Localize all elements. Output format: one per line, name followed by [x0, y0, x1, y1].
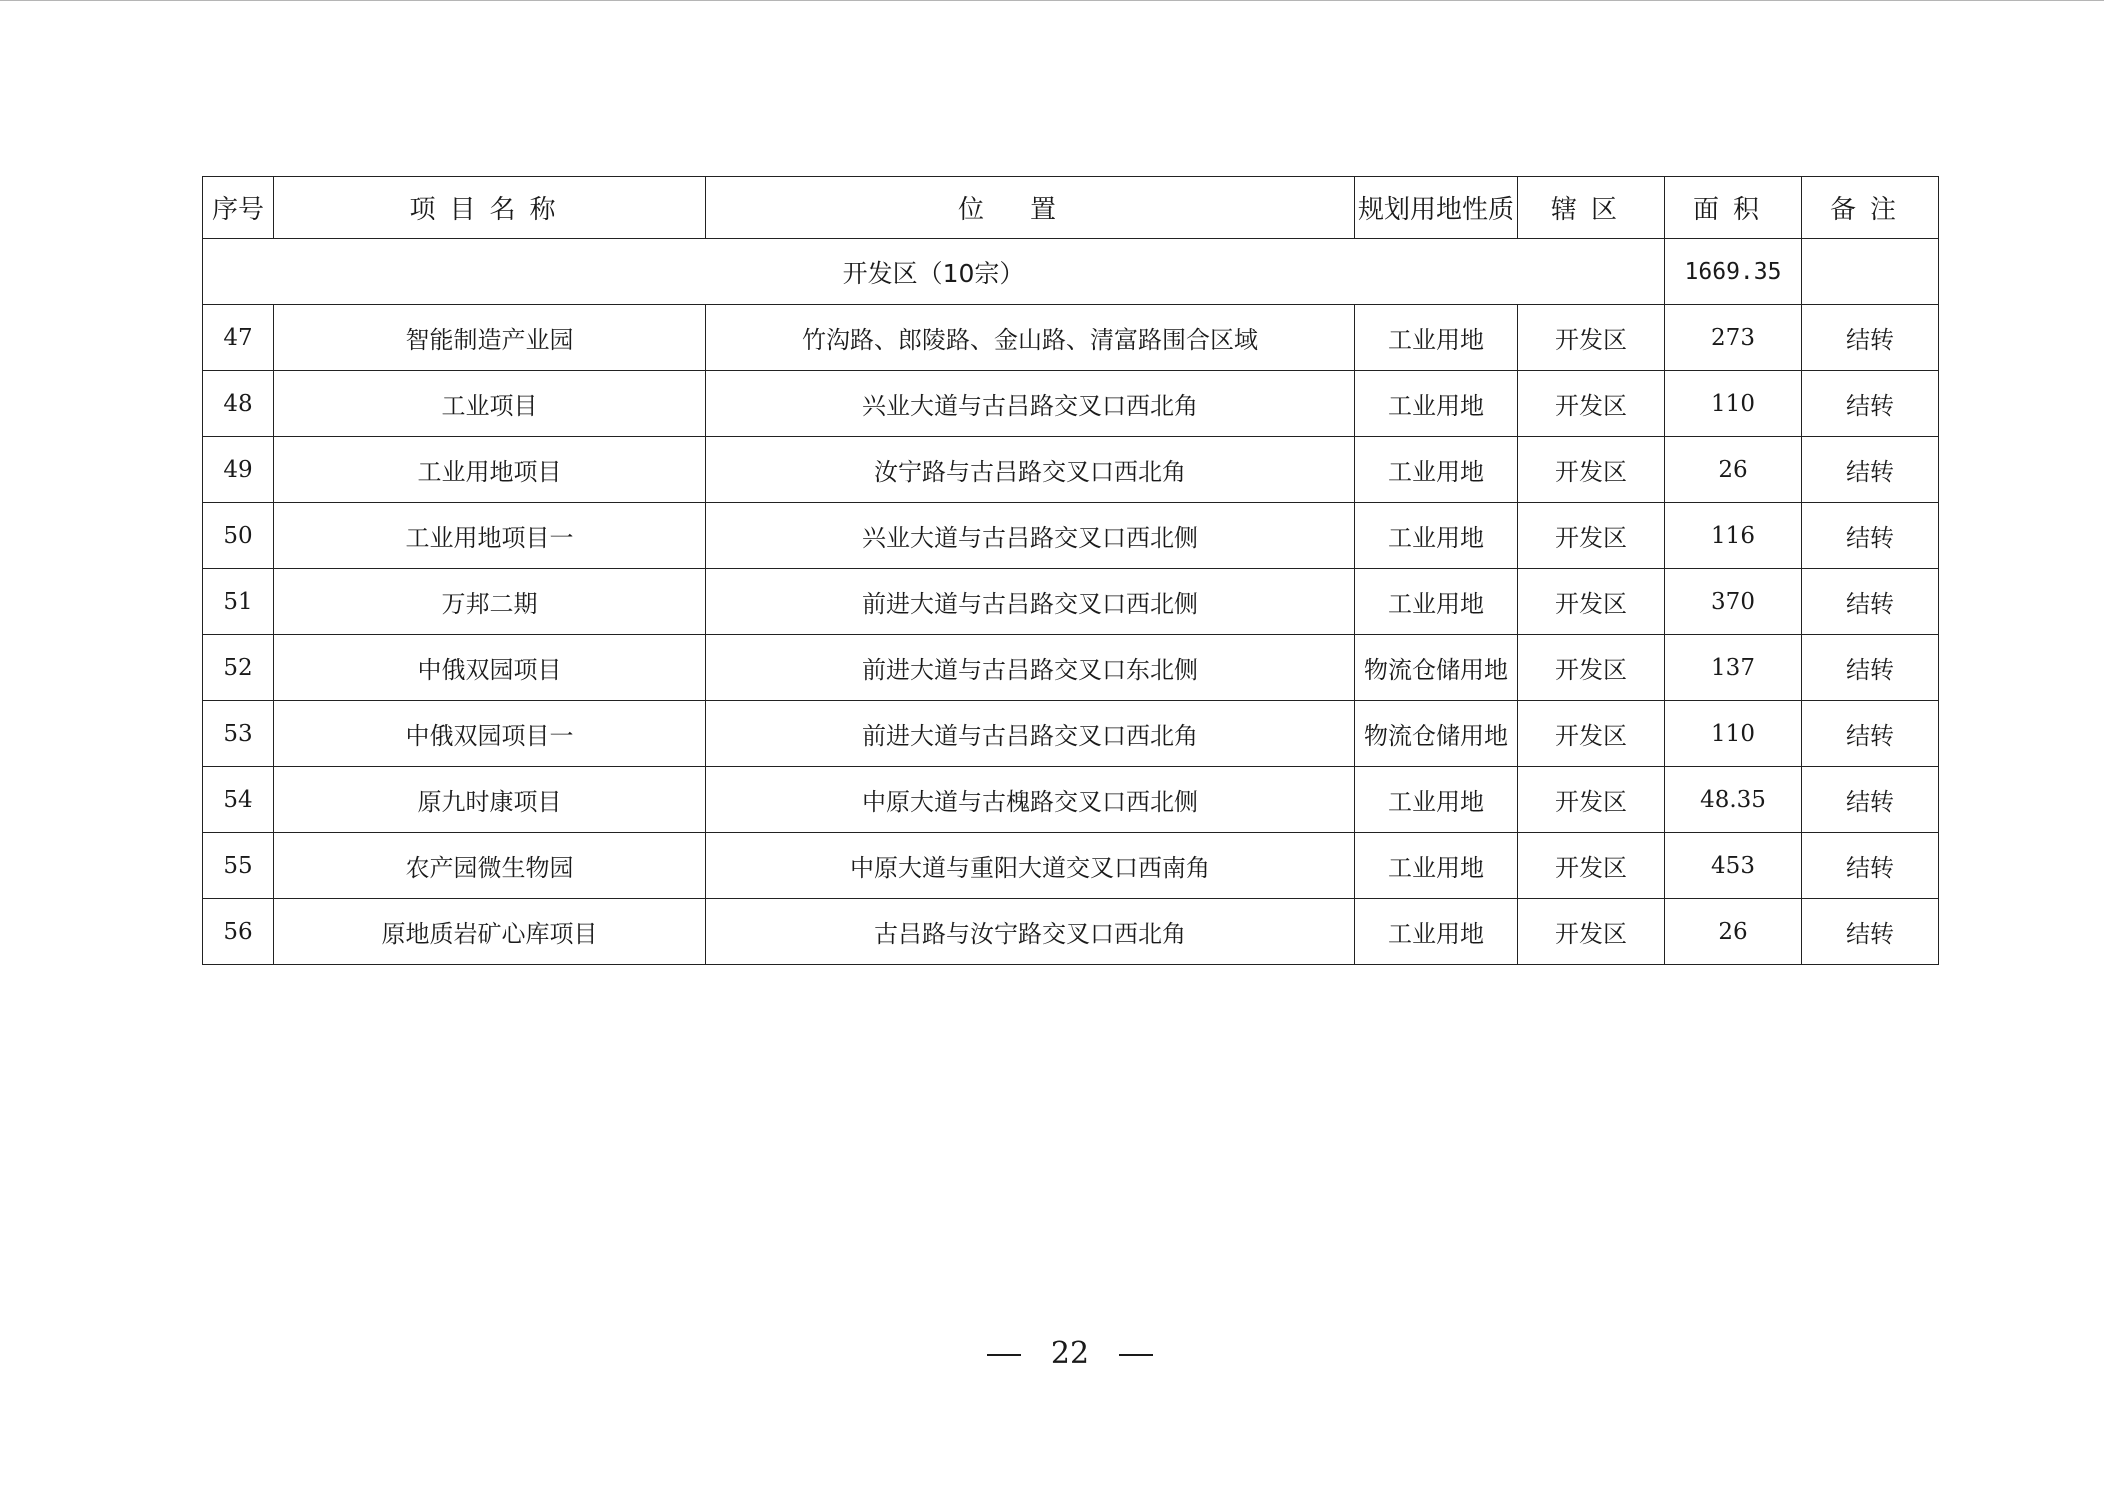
cell-project-name: 中俄双园项目一	[274, 701, 706, 767]
cell-area: 48.35	[1665, 767, 1802, 833]
cell-district: 开发区	[1518, 371, 1665, 437]
cell-seq: 53	[203, 701, 274, 767]
cell-district: 开发区	[1518, 767, 1665, 833]
cell-location: 古吕路与汝宁路交叉口西北角	[706, 899, 1355, 965]
group-summary-row	[203, 239, 1939, 305]
cell-location: 中原大道与古槐路交叉口西北侧	[706, 767, 1355, 833]
cell-location: 前进大道与古吕路交叉口西北侧	[706, 569, 1355, 635]
table-row	[203, 899, 1939, 965]
header-location: 位置	[706, 177, 1355, 239]
cell-district: 开发区	[1518, 437, 1665, 503]
header-land-use: 规划用地性质	[1355, 177, 1518, 239]
cell-seq: 51	[203, 569, 274, 635]
cell-land-use: 工业用地	[1355, 899, 1518, 965]
page-footer	[0, 1336, 2104, 1371]
cell-land-use: 工业用地	[1355, 503, 1518, 569]
land-project-table	[202, 176, 1939, 965]
cell-remark: 结转	[1802, 635, 1939, 701]
group-label: 开发区（10宗）	[203, 239, 1665, 305]
cell-seq: 55	[203, 833, 274, 899]
group-total-area: 1669.35	[1665, 239, 1802, 305]
cell-land-use: 工业用地	[1355, 767, 1518, 833]
cell-area: 453	[1665, 833, 1802, 899]
cell-project-name: 工业用地项目一	[274, 503, 706, 569]
cell-district: 开发区	[1518, 305, 1665, 371]
cell-area: 26	[1665, 899, 1802, 965]
group-remark	[1802, 239, 1939, 305]
table-row	[203, 767, 1939, 833]
table-row	[203, 503, 1939, 569]
cell-land-use: 物流仓储用地	[1355, 701, 1518, 767]
cell-seq: 47	[203, 305, 274, 371]
cell-seq: 50	[203, 503, 274, 569]
cell-location: 竹沟路、郎陵路、金山路、清富路围合区域	[706, 305, 1355, 371]
cell-remark: 结转	[1802, 767, 1939, 833]
cell-location: 前进大道与古吕路交叉口东北侧	[706, 635, 1355, 701]
cell-district: 开发区	[1518, 503, 1665, 569]
table-header-row	[203, 177, 1939, 239]
cell-remark: 结转	[1802, 437, 1939, 503]
cell-location: 前进大道与古吕路交叉口西北角	[706, 701, 1355, 767]
cell-project-name: 原地质岩矿心库项目	[274, 899, 706, 965]
cell-land-use: 工业用地	[1355, 371, 1518, 437]
cell-land-use: 工业用地	[1355, 437, 1518, 503]
cell-remark: 结转	[1802, 371, 1939, 437]
cell-remark: 结转	[1802, 305, 1939, 371]
cell-seq: 54	[203, 767, 274, 833]
table-row	[203, 701, 1939, 767]
cell-remark: 结转	[1802, 701, 1939, 767]
page-dash-right	[1119, 1354, 1153, 1356]
cell-area: 26	[1665, 437, 1802, 503]
cell-location: 兴业大道与古吕路交叉口西北角	[706, 371, 1355, 437]
header-district: 辖区	[1518, 177, 1665, 239]
cell-project-name: 工业用地项目	[274, 437, 706, 503]
cell-project-name: 智能制造产业园	[274, 305, 706, 371]
cell-district: 开发区	[1518, 833, 1665, 899]
table-row	[203, 437, 1939, 503]
cell-project-name: 工业项目	[274, 371, 706, 437]
cell-seq: 49	[203, 437, 274, 503]
cell-location: 汝宁路与古吕路交叉口西北角	[706, 437, 1355, 503]
table-row	[203, 371, 1939, 437]
cell-seq: 48	[203, 371, 274, 437]
cell-area: 137	[1665, 635, 1802, 701]
header-seq: 序号	[203, 177, 274, 239]
cell-land-use: 工业用地	[1355, 305, 1518, 371]
page-number: 22	[1050, 1336, 1090, 1371]
cell-project-name: 中俄双园项目	[274, 635, 706, 701]
cell-district: 开发区	[1518, 899, 1665, 965]
cell-location: 中原大道与重阳大道交叉口西南角	[706, 833, 1355, 899]
cell-remark: 结转	[1802, 569, 1939, 635]
table-row	[203, 305, 1939, 371]
cell-land-use: 物流仓储用地	[1355, 635, 1518, 701]
table-row	[203, 635, 1939, 701]
table-row	[203, 833, 1939, 899]
table-row	[203, 569, 1939, 635]
page-dash-left	[987, 1354, 1021, 1356]
cell-project-name: 万邦二期	[274, 569, 706, 635]
cell-remark: 结转	[1802, 899, 1939, 965]
cell-location: 兴业大道与古吕路交叉口西北侧	[706, 503, 1355, 569]
cell-remark: 结转	[1802, 833, 1939, 899]
cell-project-name: 原九时康项目	[274, 767, 706, 833]
cell-area: 110	[1665, 701, 1802, 767]
cell-district: 开发区	[1518, 701, 1665, 767]
cell-area: 370	[1665, 569, 1802, 635]
cell-area: 116	[1665, 503, 1802, 569]
top-border-line	[0, 0, 2104, 1]
cell-area: 110	[1665, 371, 1802, 437]
header-remark: 备注	[1802, 177, 1939, 239]
cell-land-use: 工业用地	[1355, 569, 1518, 635]
cell-project-name: 农产园微生物园	[274, 833, 706, 899]
cell-land-use: 工业用地	[1355, 833, 1518, 899]
cell-remark: 结转	[1802, 503, 1939, 569]
header-area: 面积	[1665, 177, 1802, 239]
cell-seq: 52	[203, 635, 274, 701]
cell-area: 273	[1665, 305, 1802, 371]
cell-district: 开发区	[1518, 569, 1665, 635]
cell-district: 开发区	[1518, 635, 1665, 701]
cell-seq: 56	[203, 899, 274, 965]
header-name: 项目名称	[274, 177, 706, 239]
